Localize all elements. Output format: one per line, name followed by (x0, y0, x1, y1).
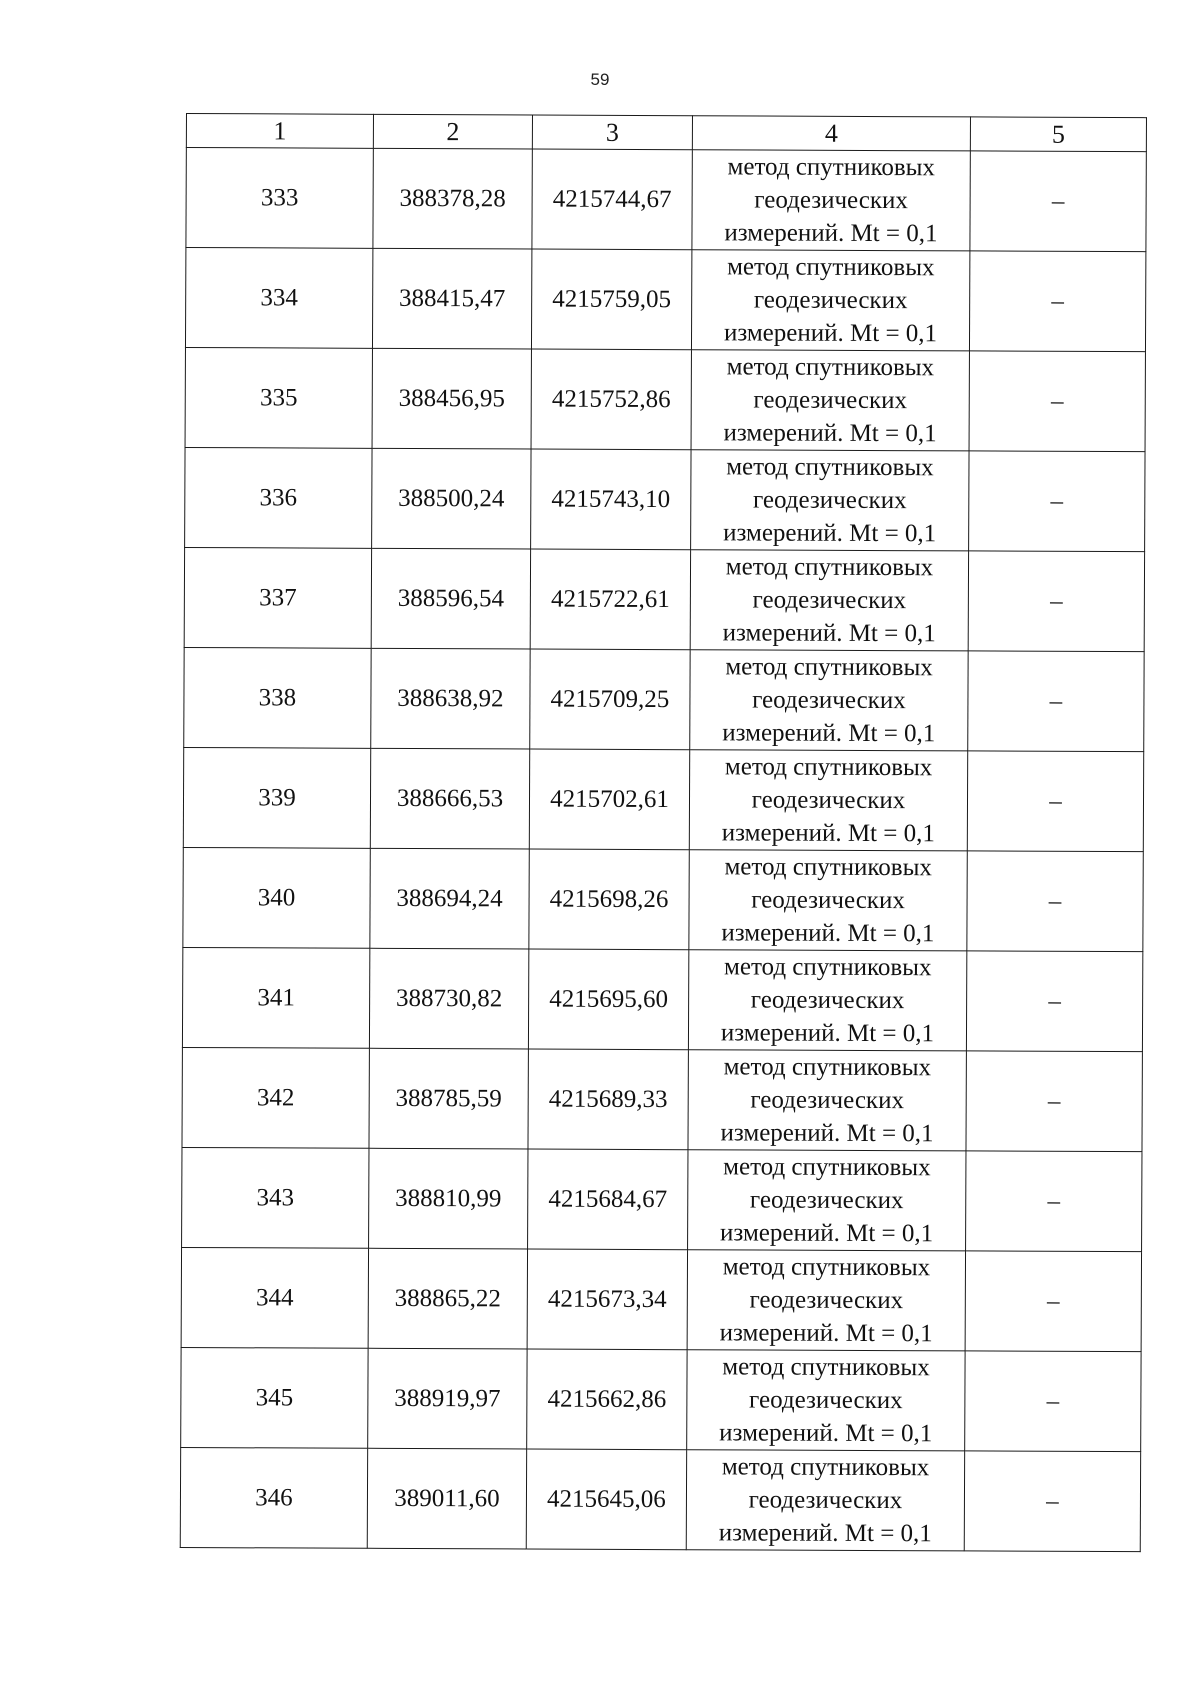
table-row (183, 847, 1143, 951)
method-text-line: измерений. Mt = 0,1 (723, 319, 938, 348)
method-text-line: метод спутниковых (721, 1453, 930, 1482)
method-text-line: метод спутниковых (726, 353, 935, 382)
method-text-line: измерений. Mt = 0,1 (720, 1019, 935, 1048)
x-coordinate-cell: 388810,99 (369, 1148, 528, 1249)
table-row (182, 1047, 1142, 1151)
table-row (182, 1147, 1142, 1251)
table-row (185, 347, 1145, 451)
point-number-cell: 333 (186, 148, 373, 249)
method-text-line: метод спутниковых (722, 1353, 930, 1382)
method-cell (687, 1350, 965, 1451)
y-coordinate-cell: 4215709,25 (530, 649, 690, 750)
method-cell (689, 850, 967, 951)
table-row (184, 547, 1144, 651)
method-text-line: геодезических (752, 486, 907, 515)
x-coordinate-cell: 388666,53 (370, 748, 529, 849)
method-text-line: измерений. Mt = 0,1 (719, 1319, 933, 1348)
x-coordinate-cell: 388415,47 (372, 248, 531, 349)
table-row (180, 1447, 1140, 1551)
x-coordinate-cell: 388694,24 (370, 848, 529, 949)
coordinates-table (180, 113, 1147, 1552)
x-coordinate-cell: 388919,97 (368, 1348, 527, 1449)
method-text-line: измерений. Mt = 0,1 (721, 819, 935, 848)
method-text-line: геодезических (748, 1486, 903, 1515)
method-cell (687, 1250, 965, 1351)
y-coordinate-cell: 4215752,86 (531, 349, 691, 450)
table-row (184, 647, 1144, 751)
method-cell (690, 550, 968, 651)
table-row (185, 248, 1145, 352)
method-text-line: измерений. Mt = 0,1 (722, 619, 936, 648)
method-text-line: метод спутниковых (722, 1253, 931, 1282)
x-coordinate-cell: 388638,92 (371, 648, 530, 749)
y-coordinate-cell: 4215684,67 (528, 1149, 688, 1250)
method-text-line: геодезических (751, 786, 906, 815)
note-cell: – (966, 951, 1142, 1052)
method-text-line: измерений. Mt = 0,1 (722, 719, 936, 748)
x-coordinate-cell: 389011,60 (367, 1448, 526, 1549)
method-text-line: метод спутниковых (724, 753, 933, 782)
point-number-cell: 335 (185, 347, 372, 448)
note-cell: – (969, 351, 1145, 452)
header-row (186, 114, 1146, 152)
point-number-cell: 339 (183, 747, 370, 848)
point-number-cell: 334 (185, 248, 372, 349)
note-cell: – (968, 651, 1144, 752)
x-coordinate-cell: 388378,28 (373, 148, 532, 249)
note-cell: – (967, 751, 1143, 852)
method-text-line: измерений. Mt = 0,1 (721, 919, 935, 948)
method-text-line: метод спутниковых (727, 253, 935, 282)
point-number-cell: 344 (181, 1247, 368, 1348)
method-text-line: геодезических (754, 186, 908, 215)
method-cell (690, 650, 968, 751)
method-text-line: геодезических (749, 1386, 903, 1415)
method-text-line: измерений. Mt = 0,1 (719, 1419, 933, 1448)
table-row (182, 947, 1142, 1051)
method-cell (686, 1450, 964, 1551)
table-row (185, 447, 1145, 551)
column-header: 5 (970, 117, 1146, 152)
method-text-line: геодезических (750, 986, 905, 1015)
point-number-cell: 341 (182, 947, 369, 1048)
y-coordinate-cell: 4215695,60 (528, 949, 688, 1050)
x-coordinate-cell: 388500,24 (372, 448, 531, 549)
method-text-line: измерений. Mt = 0,1 (723, 419, 937, 448)
note-cell: – (968, 551, 1144, 652)
method-cell (688, 1050, 966, 1151)
method-cell (688, 1150, 966, 1251)
method-text-line: метод спутниковых (723, 1153, 931, 1182)
table-row (186, 148, 1146, 252)
method-cell (692, 150, 970, 251)
table-row (183, 747, 1143, 851)
x-coordinate-cell: 388596,54 (371, 548, 530, 649)
table-row (181, 1247, 1141, 1351)
method-text-line: измерений. Mt = 0,1 (718, 1519, 932, 1548)
column-header: 4 (692, 116, 970, 151)
column-header: 1 (186, 114, 373, 149)
note-cell: – (969, 451, 1145, 552)
point-number-cell: 338 (184, 647, 371, 748)
point-number-cell: 343 (182, 1147, 369, 1248)
method-text-line: измерений. Mt = 0,1 (724, 219, 938, 248)
x-coordinate-cell: 388865,22 (368, 1248, 527, 1349)
note-cell: – (969, 251, 1145, 352)
note-cell: – (964, 1451, 1140, 1552)
table-body (180, 114, 1146, 1552)
note-cell: – (965, 1251, 1141, 1352)
method-cell (689, 750, 967, 851)
y-coordinate-cell: 4215744,67 (532, 149, 692, 250)
method-text-line: измерений. Mt = 0,1 (723, 519, 937, 548)
y-coordinate-cell: 4215662,86 (527, 1349, 687, 1450)
point-number-cell: 337 (184, 547, 371, 648)
point-number-cell: 336 (185, 447, 372, 548)
note-cell: – (966, 1151, 1142, 1252)
method-text-line: геодезических (753, 386, 908, 415)
table-row (181, 1347, 1141, 1451)
y-coordinate-cell: 4215673,34 (527, 1249, 687, 1350)
method-text-line: метод спутниковых (725, 553, 934, 582)
column-header: 3 (532, 115, 692, 150)
method-text-line: геодезических (753, 286, 908, 315)
point-number-cell: 345 (181, 1347, 368, 1448)
method-text-line: метод спутниковых (723, 1053, 932, 1082)
method-cell (688, 950, 966, 1051)
y-coordinate-cell: 4215645,06 (526, 1449, 686, 1550)
x-coordinate-cell: 388785,59 (369, 1048, 528, 1149)
note-cell: – (967, 851, 1143, 952)
note-cell: – (966, 1051, 1142, 1152)
method-cell (691, 450, 969, 551)
y-coordinate-cell: 4215759,05 (531, 249, 691, 350)
point-number-cell: 340 (183, 847, 370, 948)
method-text-line: геодезических (752, 586, 907, 615)
method-text-line: метод спутниковых (727, 153, 936, 182)
method-text-line: измерений. Mt = 0,1 (720, 1119, 934, 1148)
point-number-cell: 346 (180, 1447, 367, 1548)
method-text-line: геодезических (751, 886, 905, 915)
method-text-line: метод спутниковых (724, 953, 932, 982)
method-text-line: геодезических (750, 1086, 905, 1115)
y-coordinate-cell: 4215722,61 (530, 549, 690, 650)
method-text-line: измерений. Mt = 0,1 (720, 1219, 934, 1248)
method-text-line: геодезических (749, 1286, 904, 1315)
x-coordinate-cell: 388730,82 (369, 948, 528, 1049)
y-coordinate-cell: 4215743,10 (531, 449, 691, 550)
x-coordinate-cell: 388456,95 (372, 348, 531, 449)
note-cell: – (970, 151, 1146, 252)
point-number-cell: 342 (182, 1047, 369, 1148)
method-text-line: геодезических (752, 686, 906, 715)
method-text-line: метод спутниковых (724, 853, 932, 882)
page-number: 59 (590, 70, 610, 89)
y-coordinate-cell: 4215689,33 (528, 1049, 688, 1150)
y-coordinate-cell: 4215698,26 (529, 849, 689, 950)
method-text-line: геодезических (749, 1186, 904, 1215)
y-coordinate-cell: 4215702,61 (529, 749, 689, 850)
note-cell: – (965, 1351, 1141, 1452)
method-cell (691, 250, 969, 351)
method-cell (691, 350, 969, 451)
method-text-line: метод спутниковых (725, 653, 933, 682)
method-text-line: метод спутниковых (726, 453, 934, 482)
column-header: 2 (373, 114, 532, 149)
